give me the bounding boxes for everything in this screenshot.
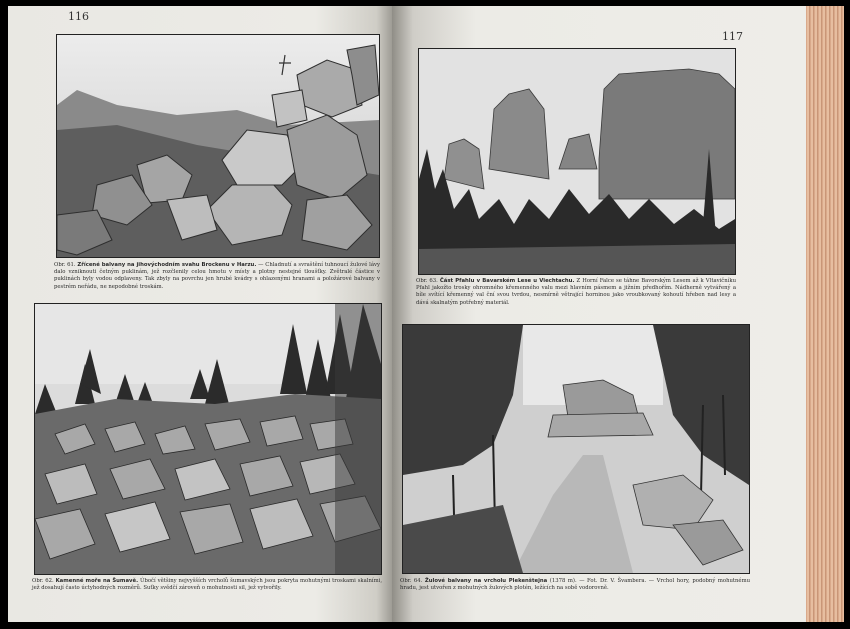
caption-fig-62: Obr. 62. Kamenné moře na Šumavě. Úbočí většiny nejvyšších vrcholů šumavských jsou pokryta mohutnými troskami skalními, jež dosahují často úctyhodných rozměrů. Suťky svědčí zároveň o mohutnosti sil, jež vytvořily.	[32, 578, 382, 592]
caption-fig-64: Obr. 64. Žulové balvany na vrcholu Plekenštejna (1378 m). — Fot. Dr. V. Švambera. — Vrchol hory, podobný mohutnému hradu, jest utvořen z mohutných žulových plotén, ležících na sobě vodorovně.	[400, 578, 750, 592]
page-number-right: 117	[722, 30, 743, 43]
right-page	[392, 6, 812, 622]
page-number-left: 116	[68, 10, 89, 23]
photo-plekenstejn-granite	[402, 324, 750, 574]
caption-fig-63: Obr. 63. Část Pfahlu v Bavarském Lese u Viechtachu. Z Horní Falce se táhne Bavorským Lesem až k Vltavičníku Pfahl jakožto trosky ohromného křemenného valu mezi hlavním pásmem a jižním předhořím. Nádherně vytvářený a bíle svítící křemenný val ční svou tvrdou, nesmírně větrající horninou jako vroubkovaný kohoutí hřeben nad lesy a dává skalnatým potřebný materiál.	[416, 278, 736, 306]
page-edges	[806, 6, 844, 622]
photo-pfahl-viechtach	[418, 48, 736, 275]
photo-stone-sea-sumava	[34, 303, 382, 575]
caption-fig-61: Obr. 61. Zřícené balvany na jihovýchodním svahu Brockenu v Harzu. — Chladnutí a svraštění tuhnoucí žulové lávy dalo vzniknouti četným puklinám, jež rozčlenily celou hmotu v místy a plotny nestejné tloušťky. Zvětralé částice v puklinách byly vodou odplaveny. Tak zbyly na povrchu jen hrubé kvádry s ohlazenými hranami a položárové balvany v pestrém neřádu, ne nepodobné troskám.	[54, 262, 380, 290]
left-page	[8, 6, 392, 622]
photo-brocken-boulders	[56, 34, 380, 258]
